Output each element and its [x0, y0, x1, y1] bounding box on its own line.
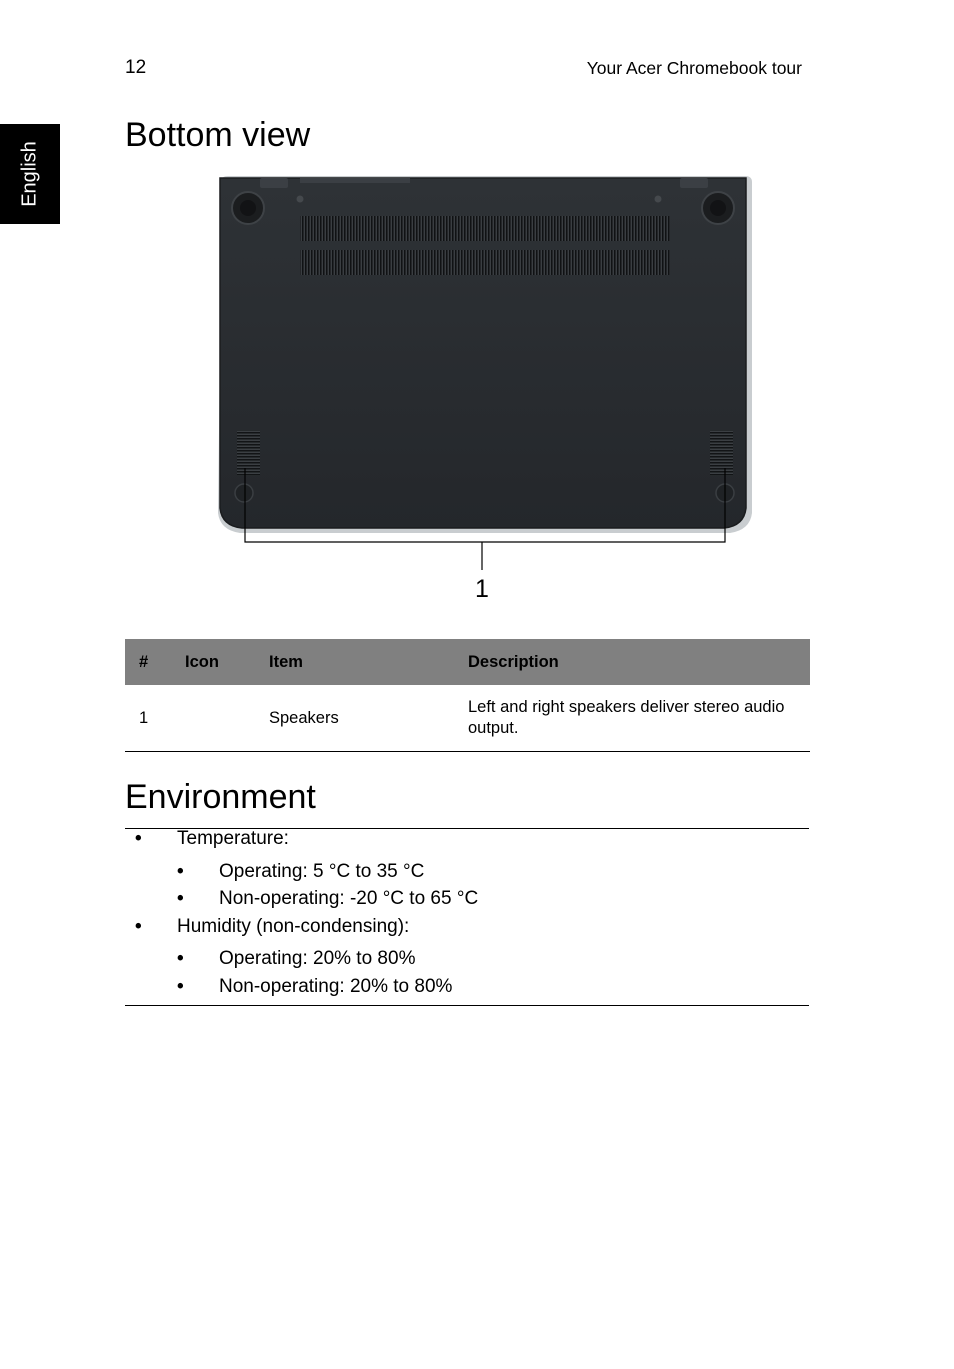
speaker-grille-left — [237, 430, 260, 476]
language-tab — [0, 124, 60, 224]
column-header-description: Description — [454, 639, 810, 685]
bullet-icon: • — [177, 976, 184, 997]
vent-lower — [300, 250, 670, 275]
components-table — [125, 639, 810, 752]
column-header-number: # — [125, 639, 171, 685]
cell-icon — [171, 685, 255, 752]
cell-item: Speakers — [255, 685, 454, 752]
section-heading-bottom-view: Bottom view — [125, 116, 311, 154]
column-header-icon: Icon — [171, 639, 255, 685]
bullet-icon: • — [135, 828, 142, 849]
table-header-row — [125, 639, 810, 685]
running-header: Your Acer Chromebook tour — [586, 58, 802, 78]
language-tab-label: English — [18, 141, 41, 207]
cell-number: 1 — [125, 685, 171, 752]
bullet-icon: • — [177, 948, 184, 969]
callout-number: 1 — [475, 575, 489, 603]
cell-description: Left and right speakers deliver stereo audio output. — [454, 685, 810, 752]
page-number: 12 — [125, 57, 147, 78]
vent-upper — [300, 216, 670, 241]
section-heading-environment: Environment — [125, 778, 316, 816]
bullet-icon: • — [177, 861, 184, 882]
bullet-icon: • — [135, 916, 142, 937]
speaker-grille-right — [710, 430, 733, 476]
laptop-bottom-illustration — [200, 168, 770, 608]
table-row — [125, 685, 810, 752]
bullet-icon: • — [177, 888, 184, 909]
column-header-item: Item — [255, 639, 454, 685]
divider — [125, 1005, 809, 1006]
